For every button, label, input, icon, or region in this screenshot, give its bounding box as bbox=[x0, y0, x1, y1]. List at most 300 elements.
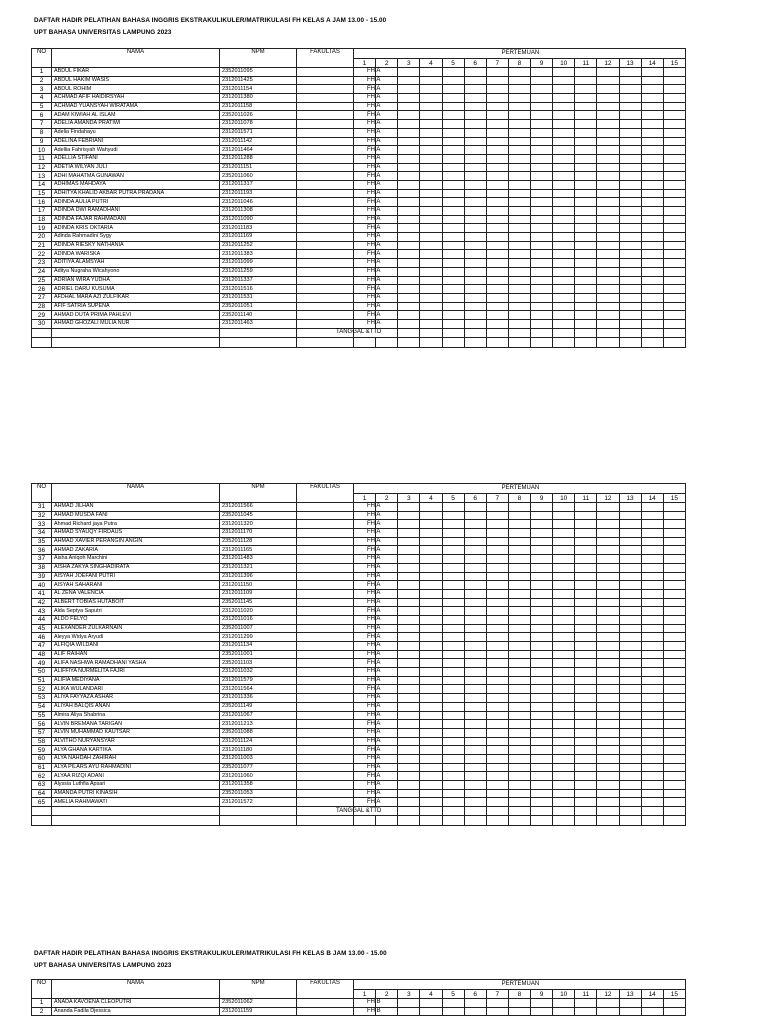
signature-cell[interactable] bbox=[531, 328, 553, 337]
attendance-cell[interactable] bbox=[531, 137, 553, 146]
attendance-cell[interactable] bbox=[531, 685, 553, 694]
attendance-cell[interactable] bbox=[508, 1007, 530, 1016]
attendance-cell[interactable] bbox=[420, 650, 442, 659]
signature-cell[interactable] bbox=[464, 328, 486, 337]
attendance-cell[interactable] bbox=[398, 137, 420, 146]
attendance-cell[interactable] bbox=[531, 76, 553, 85]
attendance-cell[interactable] bbox=[553, 128, 575, 137]
attendance-cell[interactable] bbox=[508, 668, 530, 677]
attendance-cell[interactable] bbox=[531, 746, 553, 755]
attendance-cell[interactable] bbox=[486, 503, 508, 512]
attendance-cell[interactable] bbox=[420, 189, 442, 198]
attendance-cell[interactable] bbox=[486, 546, 508, 555]
attendance-cell[interactable] bbox=[508, 293, 530, 302]
attendance-cell[interactable] bbox=[398, 76, 420, 85]
attendance-cell[interactable] bbox=[464, 302, 486, 311]
attendance-cell[interactable] bbox=[442, 68, 464, 77]
attendance-cell[interactable] bbox=[663, 746, 685, 755]
attendance-cell[interactable] bbox=[597, 198, 619, 207]
attendance-cell[interactable] bbox=[420, 668, 442, 677]
attendance-cell[interactable] bbox=[486, 172, 508, 181]
signature-cell[interactable] bbox=[486, 328, 508, 337]
attendance-cell[interactable] bbox=[641, 546, 663, 555]
signature-cell[interactable] bbox=[420, 807, 442, 816]
attendance-cell[interactable] bbox=[553, 520, 575, 529]
attendance-cell[interactable] bbox=[442, 754, 464, 763]
attendance-cell[interactable] bbox=[531, 581, 553, 590]
attendance-cell[interactable] bbox=[464, 233, 486, 242]
attendance-cell[interactable] bbox=[486, 267, 508, 276]
attendance-cell[interactable] bbox=[508, 111, 530, 120]
attendance-cell[interactable] bbox=[531, 694, 553, 703]
attendance-cell[interactable] bbox=[442, 720, 464, 729]
attendance-cell[interactable] bbox=[575, 746, 597, 755]
attendance-cell[interactable] bbox=[442, 293, 464, 302]
attendance-cell[interactable] bbox=[575, 293, 597, 302]
attendance-cell[interactable] bbox=[420, 198, 442, 207]
attendance-cell[interactable] bbox=[641, 68, 663, 77]
attendance-cell[interactable] bbox=[553, 737, 575, 746]
attendance-cell[interactable] bbox=[531, 763, 553, 772]
attendance-cell[interactable] bbox=[575, 241, 597, 250]
attendance-cell[interactable] bbox=[464, 276, 486, 285]
attendance-cell[interactable] bbox=[575, 607, 597, 616]
attendance-cell[interactable] bbox=[553, 259, 575, 268]
attendance-cell[interactable] bbox=[553, 224, 575, 233]
attendance-cell[interactable] bbox=[619, 163, 641, 172]
attendance-cell[interactable] bbox=[420, 85, 442, 94]
attendance-cell[interactable] bbox=[641, 529, 663, 538]
attendance-cell[interactable] bbox=[619, 798, 641, 807]
attendance-cell[interactable] bbox=[531, 798, 553, 807]
attendance-cell[interactable] bbox=[663, 728, 685, 737]
attendance-cell[interactable] bbox=[442, 659, 464, 668]
attendance-cell[interactable] bbox=[597, 529, 619, 538]
attendance-cell[interactable] bbox=[641, 999, 663, 1008]
attendance-cell[interactable] bbox=[398, 241, 420, 250]
attendance-cell[interactable] bbox=[420, 746, 442, 755]
attendance-cell[interactable] bbox=[420, 563, 442, 572]
signature-cell[interactable] bbox=[663, 807, 685, 816]
attendance-cell[interactable] bbox=[553, 598, 575, 607]
attendance-cell[interactable] bbox=[663, 285, 685, 294]
attendance-cell[interactable] bbox=[486, 659, 508, 668]
attendance-cell[interactable] bbox=[464, 207, 486, 216]
attendance-cell[interactable] bbox=[575, 615, 597, 624]
attendance-cell[interactable] bbox=[597, 999, 619, 1008]
attendance-cell[interactable] bbox=[442, 1007, 464, 1016]
attendance-cell[interactable] bbox=[553, 250, 575, 259]
attendance-cell[interactable] bbox=[398, 146, 420, 155]
attendance-cell[interactable] bbox=[619, 85, 641, 94]
attendance-cell[interactable] bbox=[508, 694, 530, 703]
attendance-cell[interactable] bbox=[663, 319, 685, 328]
attendance-cell[interactable] bbox=[619, 633, 641, 642]
attendance-cell[interactable] bbox=[442, 685, 464, 694]
attendance-cell[interactable] bbox=[531, 529, 553, 538]
attendance-cell[interactable] bbox=[619, 1007, 641, 1016]
attendance-cell[interactable] bbox=[464, 798, 486, 807]
attendance-cell[interactable] bbox=[486, 233, 508, 242]
attendance-cell[interactable] bbox=[398, 172, 420, 181]
attendance-cell[interactable] bbox=[531, 233, 553, 242]
attendance-cell[interactable] bbox=[508, 259, 530, 268]
attendance-cell[interactable] bbox=[442, 128, 464, 137]
attendance-cell[interactable] bbox=[597, 711, 619, 720]
attendance-cell[interactable] bbox=[641, 285, 663, 294]
attendance-cell[interactable] bbox=[398, 85, 420, 94]
attendance-cell[interactable] bbox=[663, 711, 685, 720]
attendance-cell[interactable] bbox=[663, 999, 685, 1008]
attendance-cell[interactable] bbox=[553, 215, 575, 224]
attendance-cell[interactable] bbox=[663, 563, 685, 572]
attendance-cell[interactable] bbox=[464, 250, 486, 259]
attendance-cell[interactable] bbox=[398, 163, 420, 172]
attendance-cell[interactable] bbox=[575, 572, 597, 581]
attendance-cell[interactable] bbox=[619, 615, 641, 624]
attendance-cell[interactable] bbox=[508, 163, 530, 172]
attendance-cell[interactable] bbox=[398, 650, 420, 659]
attendance-cell[interactable] bbox=[619, 102, 641, 111]
attendance-cell[interactable] bbox=[531, 737, 553, 746]
attendance-cell[interactable] bbox=[508, 615, 530, 624]
attendance-cell[interactable] bbox=[531, 180, 553, 189]
attendance-cell[interactable] bbox=[575, 224, 597, 233]
attendance-cell[interactable] bbox=[442, 746, 464, 755]
attendance-cell[interactable] bbox=[398, 581, 420, 590]
attendance-cell[interactable] bbox=[442, 267, 464, 276]
attendance-cell[interactable] bbox=[619, 302, 641, 311]
attendance-cell[interactable] bbox=[597, 172, 619, 181]
attendance-cell[interactable] bbox=[575, 102, 597, 111]
attendance-cell[interactable] bbox=[575, 789, 597, 798]
attendance-cell[interactable] bbox=[619, 581, 641, 590]
attendance-cell[interactable] bbox=[663, 668, 685, 677]
attendance-cell[interactable] bbox=[508, 720, 530, 729]
attendance-cell[interactable] bbox=[508, 999, 530, 1008]
attendance-cell[interactable] bbox=[553, 76, 575, 85]
attendance-cell[interactable] bbox=[641, 642, 663, 651]
attendance-cell[interactable] bbox=[553, 68, 575, 77]
attendance-cell[interactable] bbox=[508, 128, 530, 137]
attendance-cell[interactable] bbox=[442, 215, 464, 224]
attendance-cell[interactable] bbox=[486, 319, 508, 328]
attendance-cell[interactable] bbox=[531, 789, 553, 798]
attendance-cell[interactable] bbox=[442, 154, 464, 163]
attendance-cell[interactable] bbox=[663, 650, 685, 659]
attendance-cell[interactable] bbox=[464, 267, 486, 276]
attendance-cell[interactable] bbox=[486, 111, 508, 120]
attendance-cell[interactable] bbox=[553, 85, 575, 94]
attendance-cell[interactable] bbox=[663, 293, 685, 302]
attendance-cell[interactable] bbox=[464, 763, 486, 772]
attendance-cell[interactable] bbox=[420, 224, 442, 233]
attendance-cell[interactable] bbox=[531, 94, 553, 103]
attendance-cell[interactable] bbox=[663, 737, 685, 746]
attendance-cell[interactable] bbox=[619, 503, 641, 512]
attendance-cell[interactable] bbox=[597, 146, 619, 155]
attendance-cell[interactable] bbox=[420, 68, 442, 77]
attendance-cell[interactable] bbox=[619, 529, 641, 538]
attendance-cell[interactable] bbox=[398, 94, 420, 103]
attendance-cell[interactable] bbox=[420, 259, 442, 268]
attendance-cell[interactable] bbox=[508, 763, 530, 772]
attendance-cell[interactable] bbox=[575, 111, 597, 120]
attendance-cell[interactable] bbox=[531, 293, 553, 302]
attendance-cell[interactable] bbox=[641, 711, 663, 720]
attendance-cell[interactable] bbox=[398, 615, 420, 624]
attendance-cell[interactable] bbox=[663, 172, 685, 181]
attendance-cell[interactable] bbox=[619, 172, 641, 181]
signature-cell[interactable] bbox=[641, 328, 663, 337]
attendance-cell[interactable] bbox=[420, 233, 442, 242]
attendance-cell[interactable] bbox=[398, 589, 420, 598]
attendance-cell[interactable] bbox=[486, 302, 508, 311]
attendance-cell[interactable] bbox=[531, 198, 553, 207]
attendance-cell[interactable] bbox=[597, 102, 619, 111]
attendance-cell[interactable] bbox=[398, 694, 420, 703]
attendance-cell[interactable] bbox=[553, 789, 575, 798]
attendance-cell[interactable] bbox=[619, 215, 641, 224]
attendance-cell[interactable] bbox=[663, 154, 685, 163]
attendance-cell[interactable] bbox=[619, 120, 641, 129]
attendance-cell[interactable] bbox=[420, 137, 442, 146]
attendance-cell[interactable] bbox=[464, 241, 486, 250]
attendance-cell[interactable] bbox=[508, 520, 530, 529]
attendance-cell[interactable] bbox=[442, 798, 464, 807]
attendance-cell[interactable] bbox=[597, 250, 619, 259]
attendance-cell[interactable] bbox=[486, 276, 508, 285]
attendance-cell[interactable] bbox=[575, 711, 597, 720]
attendance-cell[interactable] bbox=[420, 267, 442, 276]
attendance-cell[interactable] bbox=[442, 737, 464, 746]
attendance-cell[interactable] bbox=[486, 189, 508, 198]
attendance-cell[interactable] bbox=[575, 154, 597, 163]
attendance-cell[interactable] bbox=[508, 267, 530, 276]
attendance-cell[interactable] bbox=[597, 563, 619, 572]
attendance-cell[interactable] bbox=[420, 120, 442, 129]
attendance-cell[interactable] bbox=[420, 146, 442, 155]
attendance-cell[interactable] bbox=[486, 633, 508, 642]
attendance-cell[interactable] bbox=[597, 581, 619, 590]
signature-cell[interactable] bbox=[597, 328, 619, 337]
attendance-cell[interactable] bbox=[398, 633, 420, 642]
attendance-cell[interactable] bbox=[531, 589, 553, 598]
attendance-cell[interactable] bbox=[420, 293, 442, 302]
attendance-cell[interactable] bbox=[597, 798, 619, 807]
attendance-cell[interactable] bbox=[531, 503, 553, 512]
signature-cell[interactable] bbox=[508, 328, 530, 337]
attendance-cell[interactable] bbox=[575, 633, 597, 642]
attendance-cell[interactable] bbox=[531, 668, 553, 677]
attendance-cell[interactable] bbox=[398, 746, 420, 755]
attendance-cell[interactable] bbox=[619, 511, 641, 520]
attendance-cell[interactable] bbox=[398, 511, 420, 520]
attendance-cell[interactable] bbox=[575, 163, 597, 172]
attendance-cell[interactable] bbox=[420, 754, 442, 763]
attendance-cell[interactable] bbox=[553, 781, 575, 790]
attendance-cell[interactable] bbox=[531, 163, 553, 172]
attendance-cell[interactable] bbox=[464, 659, 486, 668]
attendance-cell[interactable] bbox=[575, 537, 597, 546]
attendance-cell[interactable] bbox=[442, 319, 464, 328]
attendance-cell[interactable] bbox=[420, 311, 442, 320]
attendance-cell[interactable] bbox=[420, 624, 442, 633]
attendance-cell[interactable] bbox=[464, 529, 486, 538]
attendance-cell[interactable] bbox=[398, 128, 420, 137]
attendance-cell[interactable] bbox=[663, 720, 685, 729]
attendance-cell[interactable] bbox=[641, 250, 663, 259]
attendance-cell[interactable] bbox=[531, 302, 553, 311]
attendance-cell[interactable] bbox=[597, 728, 619, 737]
attendance-cell[interactable] bbox=[508, 198, 530, 207]
attendance-cell[interactable] bbox=[508, 624, 530, 633]
attendance-cell[interactable] bbox=[508, 146, 530, 155]
attendance-cell[interactable] bbox=[398, 763, 420, 772]
attendance-cell[interactable] bbox=[641, 781, 663, 790]
attendance-cell[interactable] bbox=[486, 259, 508, 268]
attendance-cell[interactable] bbox=[442, 233, 464, 242]
attendance-cell[interactable] bbox=[508, 250, 530, 259]
attendance-cell[interactable] bbox=[663, 798, 685, 807]
attendance-cell[interactable] bbox=[597, 642, 619, 651]
attendance-cell[interactable] bbox=[619, 624, 641, 633]
attendance-cell[interactable] bbox=[508, 728, 530, 737]
attendance-cell[interactable] bbox=[464, 607, 486, 616]
attendance-cell[interactable] bbox=[442, 676, 464, 685]
attendance-cell[interactable] bbox=[619, 198, 641, 207]
attendance-cell[interactable] bbox=[508, 302, 530, 311]
attendance-cell[interactable] bbox=[575, 728, 597, 737]
attendance-cell[interactable] bbox=[420, 537, 442, 546]
attendance-cell[interactable] bbox=[597, 720, 619, 729]
attendance-cell[interactable] bbox=[398, 607, 420, 616]
attendance-cell[interactable] bbox=[486, 798, 508, 807]
attendance-cell[interactable] bbox=[420, 720, 442, 729]
attendance-cell[interactable] bbox=[619, 650, 641, 659]
attendance-cell[interactable] bbox=[486, 781, 508, 790]
attendance-cell[interactable] bbox=[508, 555, 530, 564]
attendance-cell[interactable] bbox=[597, 737, 619, 746]
signature-cell[interactable] bbox=[464, 807, 486, 816]
attendance-cell[interactable] bbox=[663, 763, 685, 772]
attendance-cell[interactable] bbox=[420, 503, 442, 512]
attendance-cell[interactable] bbox=[464, 676, 486, 685]
attendance-cell[interactable] bbox=[531, 1007, 553, 1016]
attendance-cell[interactable] bbox=[531, 633, 553, 642]
attendance-cell[interactable] bbox=[420, 598, 442, 607]
attendance-cell[interactable] bbox=[553, 615, 575, 624]
attendance-cell[interactable] bbox=[442, 728, 464, 737]
attendance-cell[interactable] bbox=[619, 224, 641, 233]
attendance-cell[interactable] bbox=[420, 685, 442, 694]
attendance-cell[interactable] bbox=[663, 633, 685, 642]
attendance-cell[interactable] bbox=[464, 999, 486, 1008]
attendance-cell[interactable] bbox=[597, 763, 619, 772]
signature-cell[interactable] bbox=[398, 807, 420, 816]
attendance-cell[interactable] bbox=[641, 650, 663, 659]
attendance-cell[interactable] bbox=[398, 233, 420, 242]
attendance-cell[interactable] bbox=[641, 111, 663, 120]
attendance-cell[interactable] bbox=[575, 511, 597, 520]
attendance-cell[interactable] bbox=[508, 224, 530, 233]
attendance-cell[interactable] bbox=[486, 198, 508, 207]
attendance-cell[interactable] bbox=[597, 180, 619, 189]
attendance-cell[interactable] bbox=[575, 267, 597, 276]
attendance-cell[interactable] bbox=[442, 598, 464, 607]
attendance-cell[interactable] bbox=[442, 711, 464, 720]
attendance-cell[interactable] bbox=[597, 537, 619, 546]
attendance-cell[interactable] bbox=[575, 319, 597, 328]
attendance-cell[interactable] bbox=[619, 537, 641, 546]
attendance-cell[interactable] bbox=[398, 311, 420, 320]
attendance-cell[interactable] bbox=[486, 999, 508, 1008]
attendance-cell[interactable] bbox=[619, 659, 641, 668]
attendance-cell[interactable] bbox=[508, 311, 530, 320]
attendance-cell[interactable] bbox=[553, 120, 575, 129]
attendance-cell[interactable] bbox=[398, 68, 420, 77]
attendance-cell[interactable] bbox=[575, 172, 597, 181]
attendance-cell[interactable] bbox=[663, 207, 685, 216]
attendance-cell[interactable] bbox=[508, 319, 530, 328]
attendance-cell[interactable] bbox=[663, 789, 685, 798]
attendance-cell[interactable] bbox=[619, 146, 641, 155]
attendance-cell[interactable] bbox=[486, 102, 508, 111]
attendance-cell[interactable] bbox=[508, 598, 530, 607]
attendance-cell[interactable] bbox=[641, 198, 663, 207]
attendance-cell[interactable] bbox=[531, 154, 553, 163]
attendance-cell[interactable] bbox=[663, 259, 685, 268]
attendance-cell[interactable] bbox=[464, 633, 486, 642]
attendance-cell[interactable] bbox=[442, 999, 464, 1008]
attendance-cell[interactable] bbox=[641, 102, 663, 111]
attendance-cell[interactable] bbox=[575, 128, 597, 137]
attendance-cell[interactable] bbox=[663, 702, 685, 711]
attendance-cell[interactable] bbox=[531, 215, 553, 224]
attendance-cell[interactable] bbox=[398, 154, 420, 163]
attendance-cell[interactable] bbox=[641, 154, 663, 163]
signature-cell[interactable] bbox=[398, 328, 420, 337]
attendance-cell[interactable] bbox=[531, 607, 553, 616]
attendance-cell[interactable] bbox=[464, 598, 486, 607]
attendance-cell[interactable] bbox=[508, 685, 530, 694]
attendance-cell[interactable] bbox=[420, 276, 442, 285]
attendance-cell[interactable] bbox=[597, 189, 619, 198]
attendance-cell[interactable] bbox=[508, 102, 530, 111]
attendance-cell[interactable] bbox=[464, 68, 486, 77]
attendance-cell[interactable] bbox=[508, 546, 530, 555]
attendance-cell[interactable] bbox=[464, 172, 486, 181]
attendance-cell[interactable] bbox=[619, 267, 641, 276]
attendance-cell[interactable] bbox=[663, 111, 685, 120]
attendance-cell[interactable] bbox=[398, 215, 420, 224]
attendance-cell[interactable] bbox=[442, 789, 464, 798]
attendance-cell[interactable] bbox=[575, 94, 597, 103]
attendance-cell[interactable] bbox=[508, 746, 530, 755]
attendance-cell[interactable] bbox=[442, 563, 464, 572]
attendance-cell[interactable] bbox=[553, 285, 575, 294]
attendance-cell[interactable] bbox=[486, 624, 508, 633]
attendance-cell[interactable] bbox=[398, 999, 420, 1008]
attendance-cell[interactable] bbox=[553, 319, 575, 328]
attendance-cell[interactable] bbox=[398, 737, 420, 746]
attendance-cell[interactable] bbox=[508, 702, 530, 711]
attendance-cell[interactable] bbox=[486, 85, 508, 94]
attendance-cell[interactable] bbox=[442, 781, 464, 790]
attendance-cell[interactable] bbox=[641, 520, 663, 529]
attendance-cell[interactable] bbox=[398, 529, 420, 538]
attendance-cell[interactable] bbox=[663, 85, 685, 94]
